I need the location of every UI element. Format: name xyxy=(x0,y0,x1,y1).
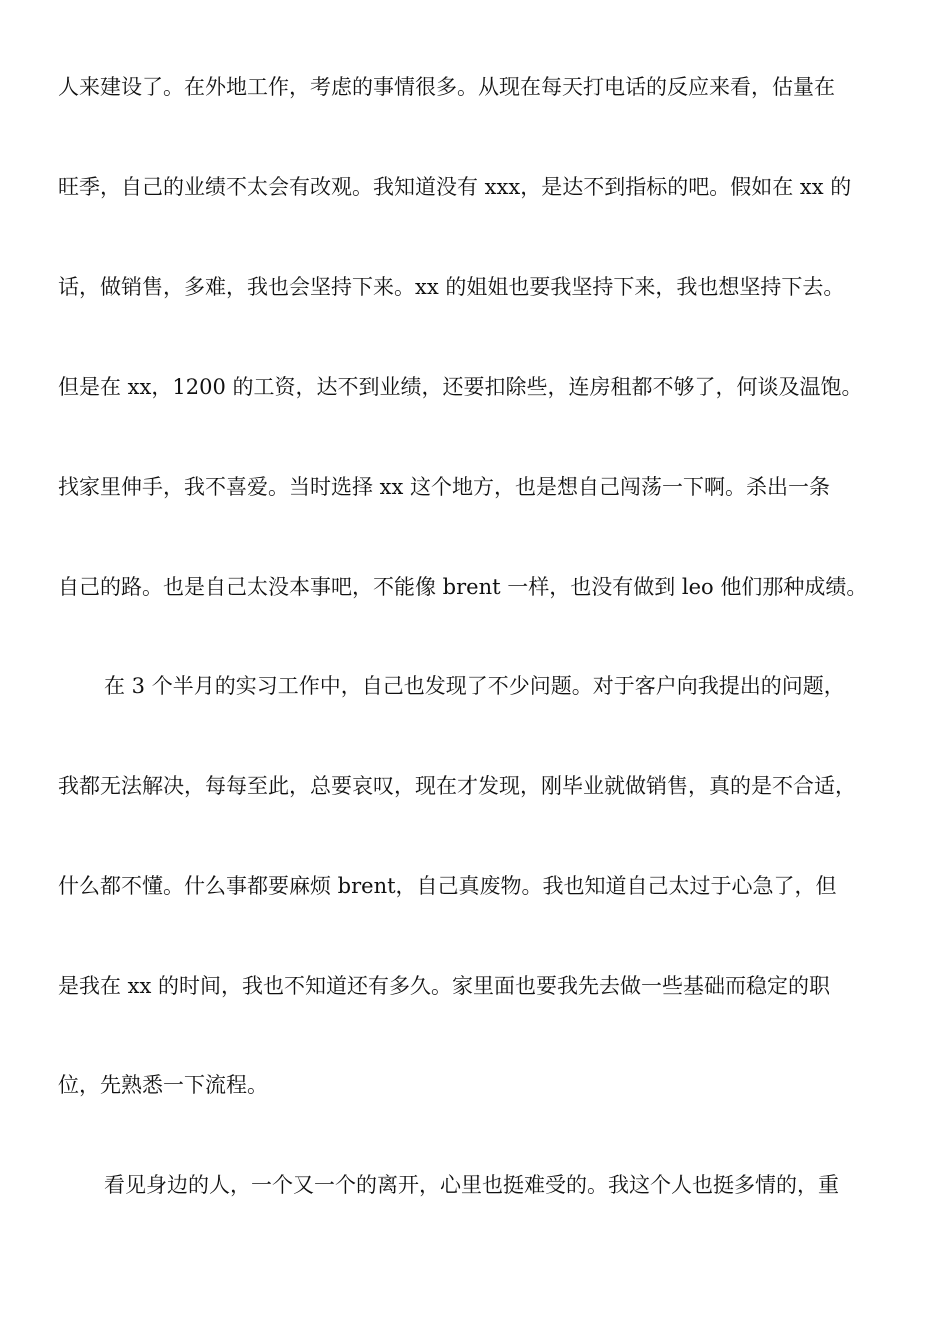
text-line: 找家里伸手，我不喜爱。当时选择 xx 这个地方，也是想自己闯荡一下啊。杀出一条 xyxy=(58,475,831,499)
text-line: 旺季，自己的业绩不太会有改观。我知道没有 xxx，是达不到指标的吧。假如在 xx 的 xyxy=(58,175,852,199)
paragraph-first-line: 在 3 个半月的实习工作中，自己也发现了不少问题。对于客户向我提出的问题， xyxy=(104,674,845,698)
text-line: 人来建设了。在外地工作，考虑的事情很多。从现在每天打电话的反应来看，估量在 xyxy=(58,75,835,99)
paragraph-first-line: 看见身边的人，一个又一个的离开，心里也挺难受的。我这个人也挺多情的，重 xyxy=(104,1173,839,1197)
text-line: 但是在 xx，1200 的工资，达不到业绩，还要扣除些，连房租都不够了，何谈及温饱。 xyxy=(58,375,863,399)
text-line: 什么都不懂。什么事都要麻烦 brent，自己真废物。我也知道自己太过于心急了，但 xyxy=(58,874,837,898)
text-line: 位，先熟悉一下流程。 xyxy=(58,1073,268,1097)
text-line: 我都无法解决，每每至此，总要哀叹，现在才发现，刚毕业就做销售，真的是不合适， xyxy=(58,774,856,798)
text-line: 是我在 xx 的时间，我也不知道还有多久。家里面也要我先去做一些基础而稳定的职 xyxy=(58,974,831,998)
text-line: 话，做销售，多难，我也会坚持下来。xx 的姐姐也要我坚持下来，我也想坚持下去。 xyxy=(58,275,845,299)
text-line: 自己的路。也是自己太没本事吧，不能像 brent 一样，也没有做到 leo 他们那种成绩。 xyxy=(58,575,868,599)
